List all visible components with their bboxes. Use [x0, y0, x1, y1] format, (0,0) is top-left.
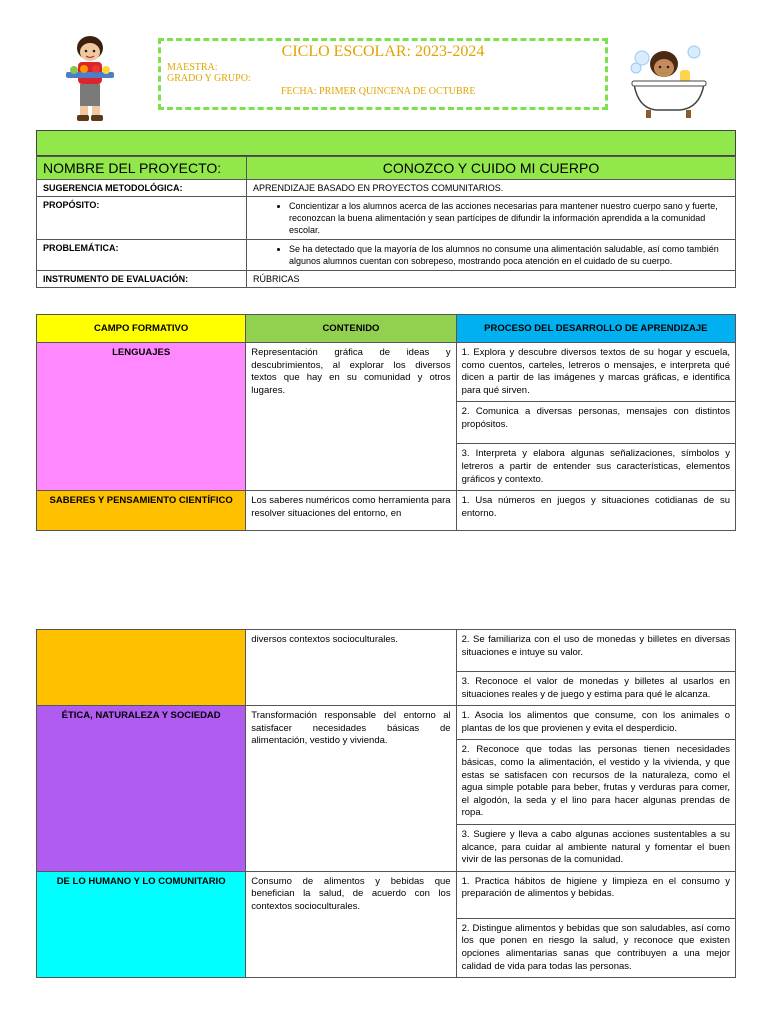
cycle-title: CICLO ESCOLAR: 2023-2024	[281, 43, 485, 60]
evaluation-row	[37, 271, 736, 288]
problem-bullet: • Se ha detectado que la mayoría de los alumnos no consume una alimentación saludable, así como también algunos alumnos cuentan con sobrepeso, mostrando poca atención en el cuidado de su cuerpo.	[289, 243, 729, 267]
campo-humano: DE LO HUMANO Y LO COMUNITARIO	[37, 871, 246, 977]
purpose-label: PROPÓSITO:	[37, 197, 247, 240]
table-row	[37, 630, 736, 672]
proceso-cell: 2. Comunica a diversas personas, mensajes con distintos propósitos.	[456, 402, 735, 444]
header-box	[158, 38, 608, 110]
proceso-cell: 1. Explora y descubre diversos textos de su hogar y escuela, como cuentos, carteles, letreros o mensajes, e interpreta qué dicen a partir de las imágenes y marcas gráficas, e identifica para qué sirven.	[456, 343, 735, 402]
proceso-cell: 1. Practica hábitos de higiene y limpieza en el consumo y preparación de alimentos y bebidas.	[456, 871, 735, 918]
green-top-bar	[36, 130, 736, 156]
table-header-row	[37, 315, 736, 343]
proceso-cell: 2. Distingue alimentos y bebidas que son saludables, así como los que ponen en riesgo la salud, y reconoce que existen opciones alimentarias sanas que contribuyen a una mejor calidad de vida para todas las personas.	[456, 918, 735, 977]
contenido-lenguajes: Representación gráfica de ideas y descubrimientos, al explorar los diversos textos que hay en su comunidad y otros lugares.	[246, 343, 456, 491]
campo-saberes: SABERES Y PENSAMIENTO CIENTÍFICO	[37, 491, 246, 531]
methodology-row	[37, 180, 736, 197]
date-label: FECHA: PRIMER QUINCENA DE OCTUBRE	[281, 86, 476, 97]
girl-in-bathtub-illustration	[628, 44, 710, 120]
contenido-saberes: Los saberes numéricos como herramienta para resolver situaciones del entorno, en	[246, 491, 456, 531]
evaluation-label: INSTRUMENTO DE EVALUACIÓN:	[37, 271, 247, 288]
table-row	[37, 871, 736, 918]
contenido-humano: Consumo de alimentos y bebidas que benefician la salud, de acuerdo con los contextos socioculturales.	[246, 871, 456, 977]
header-proceso: PROCESO DEL DESARROLLO DE APRENDIZAJE	[456, 315, 735, 343]
project-info-table	[36, 156, 736, 288]
teacher-label: MAESTRA:	[167, 62, 218, 73]
proceso-cell: 3. Sugiere y lleva a cabo algunas acciones sustentables a su alcance, para cuidar al ambiente natural y fomentar el buen vivir de las personas de la comunidad.	[456, 824, 735, 871]
proceso-cell: 3. Reconoce el valor de monedas y billetes al usarlos en situaciones reales y de juego y estima para qué le alcanza.	[456, 672, 735, 706]
table-row	[37, 343, 736, 402]
campo-etica: ÉTICA, NATURALEZA Y SOCIEDAD	[37, 706, 246, 872]
proceso-cell: 1. Asocia los alimentos que consume, con los animales o plantas de los que provienen y evita el desperdicio.	[456, 706, 735, 740]
project-name-value: CONOZCO Y CUIDO MI CUERPO	[247, 157, 736, 180]
proceso-cell: 3. Interpreta y elabora algunas señalizaciones, símbolos y letreros a partir de entender sus características, elementos gráficos y contexto.	[456, 444, 735, 491]
table-row	[37, 491, 736, 531]
proceso-cell: 2. Reconoce que todas las personas tienen necesidades básicas, como la alimentación, el vestido y la vivienda, y que estas se satisfacen con recursos de la naturaleza, como el agua simple potable para beber, frutas y verduras para comer, el algodón, la seda y el lino para hacer algunas prendas de ropa.	[456, 740, 735, 825]
header-contenido: CONTENIDO	[246, 315, 456, 343]
evaluation-value: RÚBRICAS	[247, 271, 736, 288]
methodology-value: APRENDIZAJE BASADO EN PROYECTOS COMUNITARIOS.	[247, 180, 736, 197]
project-name-label: NOMBRE DEL PROYECTO:	[37, 157, 247, 180]
proceso-cell: 1. Usa números en juegos y situaciones cotidianas de su entorno.	[456, 491, 735, 531]
project-name-row	[37, 157, 736, 180]
table-row	[37, 706, 736, 740]
campo-lenguajes: LENGUAJES	[37, 343, 246, 491]
methodology-label: SUGERENCIA METODOLÓGICA:	[37, 180, 247, 197]
boy-with-food-tray-illustration	[62, 32, 118, 122]
learning-table-page1	[36, 314, 736, 531]
learning-table-page2	[36, 629, 736, 978]
campo-saberes-continued	[37, 630, 246, 706]
purpose-value	[247, 197, 736, 240]
header-campo: CAMPO FORMATIVO	[37, 315, 246, 343]
problem-label: PROBLEMÁTICA:	[37, 240, 247, 271]
purpose-row	[37, 197, 736, 240]
proceso-cell: 2. Se familiariza con el uso de monedas y billetes en diversas situaciones e intuye su valor.	[456, 630, 735, 672]
contenido-saberes-continued: diversos contextos socioculturales.	[246, 630, 456, 706]
problem-row	[37, 240, 736, 271]
contenido-etica: Transformación responsable del entorno al satisfacer necesidades básicas de alimentación, vestido y vivienda.	[246, 706, 456, 872]
grade-label: GRADO Y GRUPO:	[167, 73, 251, 84]
problem-value	[247, 240, 736, 271]
purpose-bullet: • Concientizar a los alumnos acerca de las acciones necesarias para mantener nuestro cuerpo sano y fuerte, reconozcan la buena alimentación y sean partícipes de difundir la información aprendida a la comunidad escolar.	[289, 200, 729, 236]
